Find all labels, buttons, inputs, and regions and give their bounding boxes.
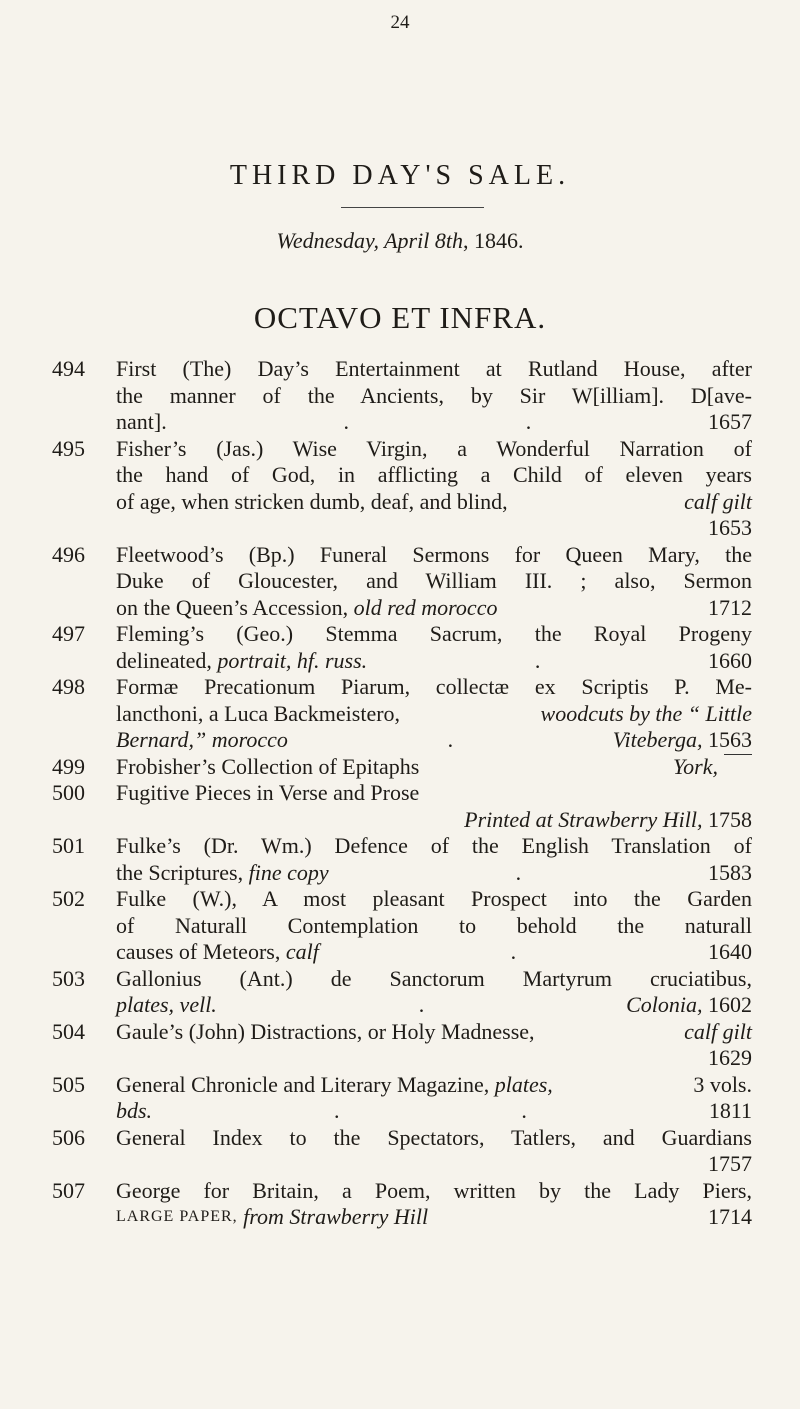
lot-year: 1660 [708, 647, 753, 673]
lot-number: 498 [52, 674, 85, 699]
lot-note: woodcuts by the “ Little [540, 700, 752, 726]
binding: portrait, hf. russ. [217, 647, 368, 673]
leader-dot: . [418, 992, 425, 1017]
lot-number: 499 [52, 753, 85, 779]
lot-year: 1758 [708, 806, 752, 832]
lot-text: Formæ Precationum Piarum, collectæ ex Scriptis P. Me- [116, 674, 752, 699]
lot-year: 1629 [708, 1045, 752, 1070]
lot-provenance: from Strawberry Hill [243, 1204, 429, 1229]
binding: old red morocco [353, 594, 498, 620]
lot-text: General Chronicle and Literary Magazine, [116, 1071, 490, 1097]
lot-504 [52, 1019, 752, 1072]
lot-number: 501 [52, 833, 85, 858]
lot-text: George for Britain, a Poem, written by the Lady Piers, [116, 1177, 752, 1203]
lot-year: 1757 [708, 1151, 752, 1176]
lot-year: 1657 [708, 409, 752, 434]
lot-note: plates, [494, 1071, 553, 1097]
lot-year: 1583 [708, 859, 752, 885]
date-day: 8th [434, 228, 463, 253]
lot-497 [52, 621, 752, 674]
lot-507 [52, 1178, 752, 1231]
lot-number: 500 [52, 780, 85, 805]
lot-506 [52, 1125, 752, 1178]
date-prefix: Wednesday, April [276, 228, 435, 253]
lot-text: lancthoni, a Luca Backmeistero, [116, 700, 401, 726]
lot-text: Fisher’s (Jas.) Wise Virgin, a Wonderful Narration of [116, 435, 752, 461]
leader-dot: . [343, 409, 349, 434]
lot-text: General Index to the Spectators, Tatlers, and Guardians [116, 1124, 752, 1150]
lot-list [52, 356, 752, 1231]
lot-text: delineated, [116, 647, 212, 673]
lot-502 [52, 886, 752, 966]
lot-text: Frobisher’s Collection of Epitaphs [116, 753, 420, 779]
lot-text: First (The) Day’s Entertainment at Rutland House, after [116, 356, 752, 381]
sale-date [0, 228, 800, 254]
lot-text: Fleming’s (Geo.) Stemma Sacrum, the Royal Progeny [116, 621, 752, 646]
lot-text: Fugitive Pieces in Verse and Prose [116, 780, 420, 805]
lot-year: 1811 [708, 1098, 753, 1123]
lot-500 [52, 780, 752, 833]
lot-494 [52, 356, 752, 436]
lot-number: 507 [52, 1177, 85, 1203]
lot-year: 1602 [708, 992, 752, 1017]
leader-dot: . [521, 1098, 527, 1123]
lot-text: of Naturall Contemplation to behold the naturall [116, 912, 752, 938]
lot-text: the manner of the Ancients, by Sir W[illiam]. D[ave- [116, 382, 752, 408]
leader-dot: . [447, 727, 454, 752]
lot-505 [52, 1072, 752, 1125]
lot-place: Viteberga, [612, 727, 703, 752]
lot-text: nant]. [116, 409, 167, 434]
lot-text: Gaule’s (John) Distractions, or Holy Madnesse, [116, 1018, 535, 1044]
binding: plates, vell. [116, 992, 217, 1017]
lot-text: Fulke’s (Dr. Wm.) Defence of the English Translation of [116, 833, 752, 858]
lot-number: 504 [52, 1018, 85, 1044]
lot-number: 505 [52, 1071, 85, 1097]
section-title: OCTAVO ET INFRA. [253, 300, 547, 335]
paper-size: LARGE PAPER, [116, 1208, 238, 1225]
binding: calf gilt [684, 1018, 752, 1044]
lot-text: on the Queen’s Accession, [116, 594, 349, 620]
lot-number: 497 [52, 621, 85, 646]
binding: fine copy [248, 859, 329, 885]
lot-495 [52, 436, 752, 542]
lot-number: 494 [52, 356, 85, 381]
lot-text: Fleetwood’s (Bp.) Funeral Sermons for Queen Mary, the [116, 541, 752, 567]
lot-number: 502 [52, 886, 85, 911]
lot-text: the hand of God, in afflicting a Child of eleven years [116, 462, 752, 487]
binding: bds. [116, 1098, 153, 1123]
leader-dot: . [515, 859, 522, 885]
date-year: , 1846. [462, 228, 524, 253]
lot-year: 1640 [708, 939, 752, 964]
lot-place: York, [672, 753, 718, 779]
lot-text: Gallonius (Ant.) de Sanctorum Martyrum cruciatibus, [116, 965, 752, 991]
lot-year: 1712 [708, 594, 752, 620]
lot-place: Printed at Strawberry Hill, [464, 806, 703, 832]
lot-note: Bernard,” [116, 727, 207, 752]
sale-heading: THIRD DAY'S SALE. [229, 160, 571, 191]
lot-number: 503 [52, 965, 85, 991]
leader-dot: . [525, 409, 532, 434]
lot-number: 495 [52, 435, 85, 461]
lot-498 [52, 674, 752, 754]
lot-text: Fulke (W.), A most pleasant Prospect into the Garden [116, 886, 752, 911]
ditto-dash [724, 754, 752, 781]
binding: morocco [211, 727, 288, 752]
leader-dot: . [510, 939, 517, 964]
lot-number: 496 [52, 541, 85, 567]
lot-year: 1563 [708, 727, 753, 752]
binding: calf [285, 939, 319, 964]
leader-dot: . [333, 1098, 340, 1123]
lot-text: Duke of Gloucester, and William III. ; also, Sermon [116, 568, 752, 593]
lot-text: of age, when stricken dumb, deaf, and blind, [116, 488, 508, 514]
lot-volumes: 3 vols. [693, 1071, 752, 1097]
page-number: 24 [390, 12, 410, 33]
lot-499 [52, 754, 752, 781]
lot-place: Colonia, [626, 992, 703, 1017]
lot-text: the Scriptures, [116, 859, 244, 885]
lot-501 [52, 833, 752, 886]
lot-number: 506 [52, 1124, 85, 1150]
binding: calf gilt [684, 488, 752, 514]
lot-text: causes of Meteors, [116, 939, 281, 964]
lot-year: 1653 [708, 515, 752, 540]
divider [341, 207, 484, 208]
lot-year: 1714 [708, 1204, 752, 1229]
lot-496 [52, 542, 752, 622]
leader-dot: . [534, 647, 541, 673]
lot-503 [52, 966, 752, 1019]
